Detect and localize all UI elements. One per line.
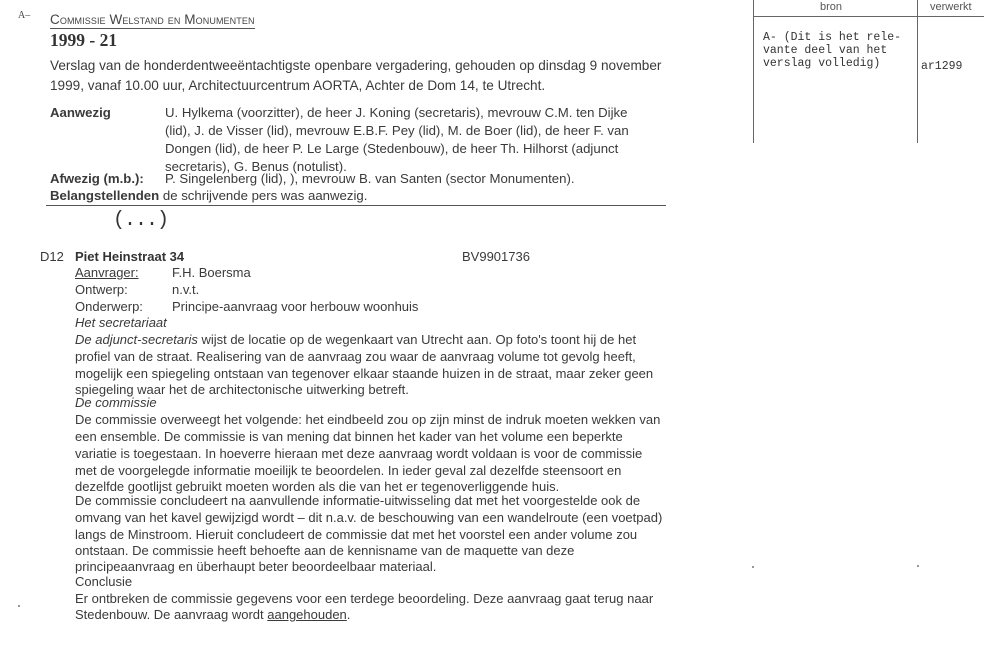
commission-heading: De commissie bbox=[75, 395, 157, 410]
section-divider bbox=[46, 205, 666, 206]
secretariat-line bbox=[75, 332, 636, 347]
present-line: (lid), J. de Visser (lid), mevrouw E.B.F. Pey (lid), M. de Boer (lid), de heer F. van bbox=[165, 123, 629, 138]
item-address: Piet Heinstraat 34 bbox=[75, 249, 185, 264]
margin-mark: A– bbox=[18, 10, 31, 21]
commission-line: dezelfde gootlijst gebruikt moeten worden als die van het er tegenoverliggende huis. bbox=[75, 479, 560, 494]
source-note-line: A- (Dit is het rele- bbox=[763, 31, 902, 44]
commission-line: principeaanvraag en überhaupt beter beoordeelbaar materiaal. bbox=[75, 559, 437, 574]
commission-line: De commissie concludeert na aanvullende informatie-uitwisseling dat met het voorgestelde ook de bbox=[75, 493, 641, 508]
field-label: Aanvrager: bbox=[75, 265, 139, 280]
conclusion-heading: Conclusie bbox=[75, 574, 133, 589]
processed-code: ar1299 bbox=[921, 60, 963, 73]
present-label: Aanwezig bbox=[50, 105, 111, 120]
field-value: n.v.t. bbox=[172, 282, 200, 297]
conclusion-prefix: Stedenbouw. De aanvraag wordt bbox=[75, 607, 268, 622]
commission-line: omvang van het kavel gewijzigd wordt – dit n.a.v. de beschouwing van een wandelroute (een voetpad) bbox=[75, 510, 663, 525]
scan-speck bbox=[917, 565, 919, 567]
commission-line: met de voorgelegde informatie moeilijk te beoordelen. In ieder geval zal dezelfde steensoort en bbox=[75, 463, 622, 478]
secretariat-line: spiegeling waar het de architectonische uitwerking betreft. bbox=[75, 382, 409, 397]
scan-speck bbox=[752, 566, 754, 568]
field-value: F.H. Boersma bbox=[172, 265, 251, 280]
commission-line: ontstaan. De commissie heeft behoefte aan de kennisname van de maquette van deze bbox=[75, 543, 575, 558]
document-number: 1999 - 21 bbox=[50, 30, 118, 50]
secretariat-line: mogelijk een spiegeling ontstaan van tegenover elkaar staande huizen in de straat, maar zeker geen bbox=[75, 366, 654, 381]
commission-line: langs de Minstroom. Hieruit concludeert de commissie dat met het voorstel een ander volume zou bbox=[75, 527, 638, 542]
conclusion-line: Er ontbreken de commissie gegevens voor een terdege beoordeling. Deze aanvraag gaat terug naar bbox=[75, 591, 654, 606]
conclusion-suffix: . bbox=[346, 607, 351, 622]
secretariat-text: wijst de locatie op de wegenkaart van Utrecht aan. Op foto's toont hij de het bbox=[197, 332, 637, 347]
table-border-middle bbox=[917, 0, 918, 143]
source-note-line: vante deel van het bbox=[763, 44, 888, 57]
document-title: Commissie Welstand en Monumenten bbox=[50, 12, 255, 27]
absent-label: Afwezig (m.b.): bbox=[50, 171, 144, 186]
present-line: Dongen (lid), de heer P. Le Large (Stedenbouw), de heer Th. Hilhorst (adjunct bbox=[165, 141, 619, 156]
omission-marker: (...) bbox=[113, 209, 169, 232]
secretariat-line: profiel van de straat. Realisering van de aanvraag zou waar de aanvraag volume tot gevolg heeft, bbox=[75, 349, 636, 364]
interested-value: de schrijvende pers was aanwezig. bbox=[162, 188, 368, 203]
scan-speck bbox=[18, 605, 20, 607]
present-line: secretaris), G. Benus (notulist). bbox=[165, 159, 347, 174]
commission-line: variatie is toegestaan. In hoeverre hieraan met deze aanvraag wordt voldaan is voor de commissie bbox=[75, 446, 643, 461]
table-header-rule bbox=[753, 16, 984, 17]
commission-line: een ensemble. De commissie is van mening dat binnen het kader van het volume een beperkte bbox=[75, 429, 623, 444]
field-label: Onderwerp: bbox=[75, 299, 143, 314]
commission-line: De commissie overweegt het volgende: het eindbeeld zou op zijn minst de indruk moeten wekken van bbox=[75, 412, 661, 427]
present-line: U. Hylkema (voorzitter), de heer J. Koning (secretaris), mevrouw C.M. ten Dijke bbox=[165, 105, 628, 120]
interested-row bbox=[50, 188, 367, 203]
interested-label: Belangstellenden bbox=[50, 188, 160, 203]
secretariat-heading: Het secretariaat bbox=[75, 315, 167, 330]
table-border-left bbox=[753, 0, 754, 143]
conclusion-line bbox=[75, 607, 350, 622]
field-label: Ontwerp: bbox=[75, 282, 128, 297]
intro-line: Verslag van de honderdentweeëntachtigste openbare vergadering, gehouden op dinsdag 9 november bbox=[50, 58, 662, 73]
item-reference: BV9901736 bbox=[462, 249, 530, 264]
column-header-processed: verwerkt bbox=[930, 1, 972, 13]
decision: aangehouden bbox=[267, 607, 347, 622]
column-header-source: bron bbox=[820, 1, 843, 13]
absent-value: P. Singelenberg (lid), ), mevrouw B. van Santen (sector Monumenten). bbox=[165, 171, 575, 186]
intro-line: 1999, vanaf 10.00 uur, Architectuurcentrum AORTA, Achter de Dom 14, te Utrecht. bbox=[50, 78, 546, 93]
item-number: D12 bbox=[40, 249, 64, 264]
source-note-line: verslag volledig) bbox=[763, 57, 881, 70]
field-value: Principe-aanvraag voor herbouw woonhuis bbox=[172, 299, 419, 314]
secretariat-lead: De adjunct-secretaris bbox=[75, 332, 198, 347]
